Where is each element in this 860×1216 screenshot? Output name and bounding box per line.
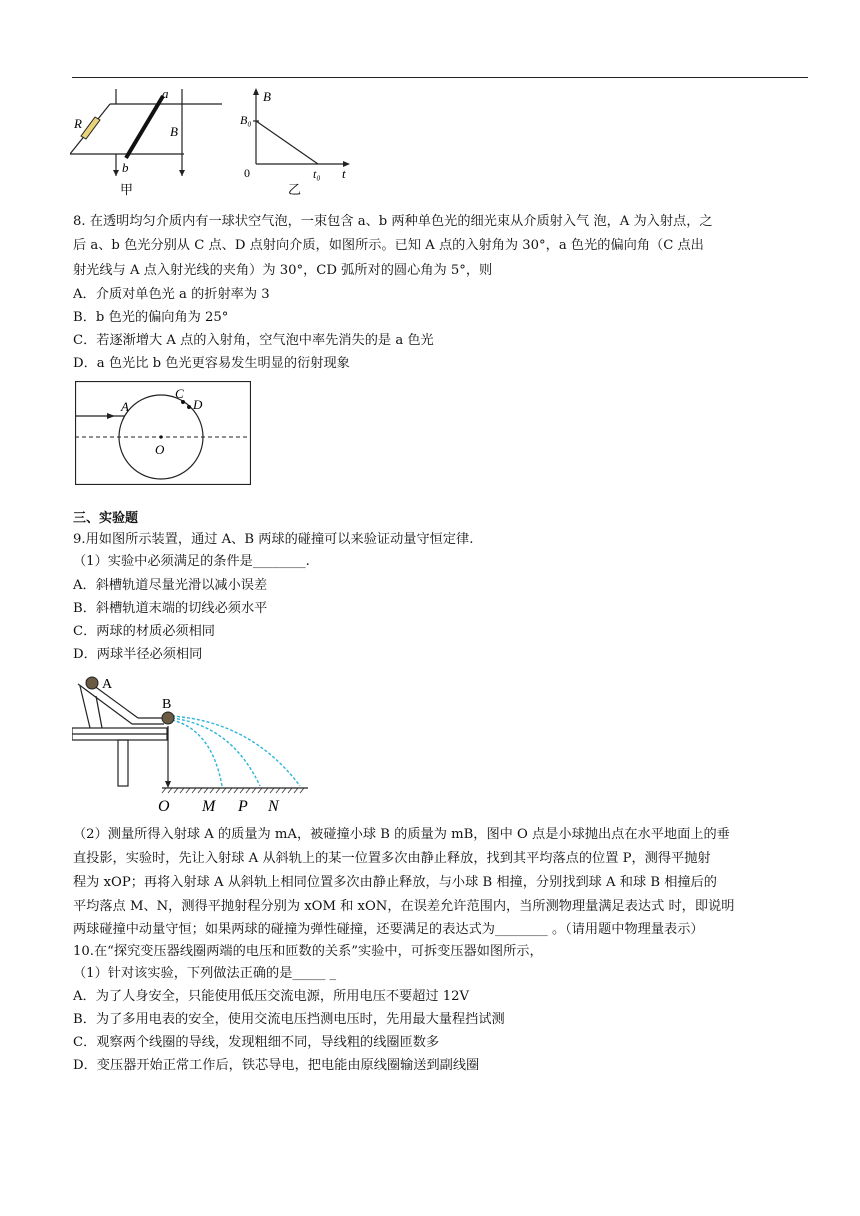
q10-line1: 10.在“探究变压器线圈两端的电压和匝数的关系”实验中，可拆变压器如图所示， [73,944,543,959]
q10-option-a: A．为了人身安全，只能使用低压交流电源，所用电压不要超过 12V [73,989,470,1004]
y-axis-arrow [253,88,259,95]
q9-part2-line1: （2）测量所得入射球 A 的质量为 mA，被碰撞小球 B 的质量为 mB，图中 O 点是小球抛出点在水平地面上的垂 [73,827,730,842]
q8-option-a: A．介质对单色光 a 的折射率为 3 [73,287,270,302]
center-O [159,435,162,438]
q9-option-c: C．两球的材质必须相同 [73,624,215,639]
label-b: b [122,160,129,175]
label-O: O [155,442,165,457]
q8-option-c: C．若逐渐增大 A 点的入射角，空气泡中率先消失的是 a 色光 [73,333,434,348]
incident-arrow [107,413,115,419]
arrow-down-right [179,170,185,176]
q9-part2-line5: 两球碰撞中动量守恒；如果两球的碰撞为弹性碰撞，还要满足的表达式为________ 。（请用题中物理量表示） [73,922,704,937]
q8-line2: 后 a、b 色光分别从 C 点、D 点射向介质，如图所示。已知 A 点的入射角为 30°，a 色光的偏向角（C 点出 [73,238,704,253]
y-tick-B0: B₀ [240,113,252,127]
x-axis-label: t [342,166,346,181]
ball-B [162,712,174,724]
b-t-line [256,121,318,164]
label-C: C [175,386,184,401]
q9-option-a: A．斜槽轨道尽量光滑以减小误差 [73,578,268,593]
label-D: D [193,397,203,412]
label-B: B [162,697,172,712]
trajectory-M [172,720,222,786]
header-rule [72,77,808,78]
caption-yi: 乙 [288,182,302,197]
figure-yi [236,84,356,200]
q9-part1: （1）实验中必须满足的条件是________. [73,554,310,569]
ball-A [86,677,98,689]
q9-part2-line3: 程为 xOP；再将入射球 A 从斜轨上相同位置多次由静止释放，与小球 B 相撞，分别找到球 A 和球 B 相撞后的 [73,875,717,890]
q9-option-b: B．斜槽轨道末端的切线必须水平 [73,601,268,616]
drop-arrow [165,781,171,788]
label-A: A [102,677,113,692]
q10-option-b: B．为了多用电表的安全，使用交流电压挡测电压时，先用最大量程挡试测 [73,1012,505,1027]
trajectory-N [172,716,300,786]
y-axis-label: B [263,89,271,104]
q8-option-d: D．a 色光比 b 色光更容易发生明显的衍射现象 [73,356,350,371]
q8-option-b: B．b 色光的偏向角为 25° [73,310,229,325]
label-M: M [202,798,216,815]
q9-part2-line4: 平均落点 M、N，测得平抛射程分别为 xOM 和 xON，在误差允许范围内，当所测物理量满足表达式 时，即说明 [73,899,735,914]
q10-part1: （1）针对该实验，下列做法正确的是_____ _ [73,966,337,981]
q9-option-d: D．两球半径必须相同 [73,647,203,662]
q9-part2-line2: 直投影，实验时，先让入射球 A 从斜轨上的某一位置多次由静止释放，找到其平均落点的位置 P，测得平抛射 [73,851,711,866]
q9-line1: 9.用如图所示装置，通过 A、B 两球的碰撞可以来验证动量守恒定律. [73,532,474,547]
arrow-down-left [113,170,119,176]
label-R: R [74,116,82,131]
label-a: a [162,86,169,101]
point-D [187,405,191,409]
q10-option-c: C．观察两个线圈的导线，发现粗细不同，导线粗的线圈匝数多 [73,1035,440,1050]
caption-jia: 甲 [120,182,134,197]
label-P: P [238,798,248,815]
trajectory-P [172,718,260,786]
label-O: O [158,798,170,815]
x-tick-t0: t₀ [313,167,321,181]
q8-line1: 8. 在透明均匀介质内有一球状空气泡，一束包含 a、b 两种单色光的细光束从介质射入气 泡，A 为入射点，之 [73,214,713,229]
rod-ab [126,96,163,158]
origin-label: 0 [244,166,250,180]
q8-line3: 射光线与 A 点入射光线的夹角）为 30°，CD 弧所对的圆心角为 5°，则 [73,263,493,278]
figure-collision-apparatus [72,670,312,816]
label-N: N [268,798,279,815]
resistor-R [81,117,100,139]
label-A: A [121,399,129,414]
q10-option-d: D．变压器开始正常工作后，铁芯导电，把电能由原线圈输送到副线圈 [73,1058,480,1073]
section-title: 三、实验题 [73,511,139,526]
figure-bubble [75,381,251,485]
figure-jia [70,84,230,200]
label-B: B [170,124,178,139]
